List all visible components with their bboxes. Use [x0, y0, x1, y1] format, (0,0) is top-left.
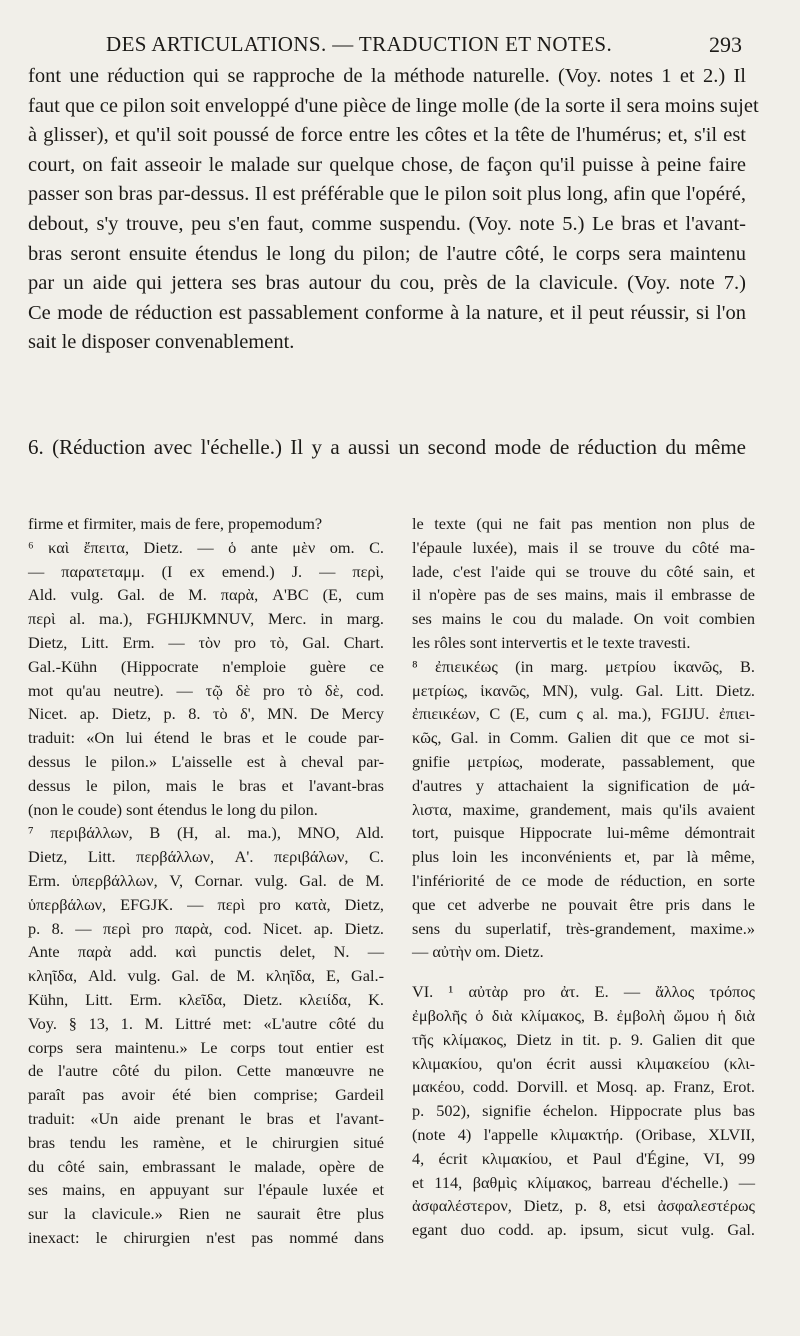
note-line: mot qu'au neutre). — τῷ δὲ pro τὸ δὲ, cod.: [28, 680, 384, 700]
note-line: ses mains le cou du malade. On voit combien: [412, 609, 755, 629]
text-line: passer son bras par-dessus. Il est préférable que le pilon soit plus long, afin que l'opéré,: [28, 183, 746, 206]
text-line: par un aide qui jettera ses bras autour du cou, près de la clavicule. (Voy. note 7.): [28, 272, 746, 295]
note-line: le texte (qui ne fait pas mention non plus de: [412, 514, 755, 533]
note-line: egant duo codd. ap. ipsum, sicut vulg. Gal.: [412, 1220, 755, 1240]
notes-left-column: [28, 512, 384, 1250]
note-line: corps sera maintenu.» Le corps tout entier est: [28, 1037, 384, 1057]
note-line: Kühn, Litt. Erm. κλεῖδα, Dietz. κλειίδα, K.: [28, 989, 384, 1009]
note-line: de l'autre côté du pilon. Cette manœuvre ne: [28, 1061, 384, 1081]
note-line: μακέου, codd. Dorvill. et Mosq. ap. Franz, Erot.: [412, 1077, 755, 1097]
text-line: font une réduction qui se rapproche de la méthode naturelle. (Voy. notes 1 et 2.) Il: [28, 65, 746, 87]
note-line: ἐπιεικέων, C (E, cum ς al. ma.), FGIJU. ἐπιει-: [412, 704, 755, 724]
note-line: Nicet. ap. Dietz, p. 8. τὸ δ', MN. De Mercy: [28, 704, 384, 724]
note-line: sur la clavicule.» Rien ne saurait être plus: [28, 1204, 384, 1224]
note-line: ἀσφαλέστερον, Dietz, p. 8, etsi ἀσφαλεστέρως: [412, 1196, 755, 1216]
note-line: Ald. vulg. Gal. de M. παρὰ, A'BC (E, cum: [28, 585, 384, 605]
note-line: et 114, βαθμὶς κλίμακος, barreau d'échelle.) —: [412, 1172, 755, 1192]
note-line: ⁷ περιβάλλων, B (H, al. ma.), MNO, Ald.: [28, 823, 384, 843]
section-6-paragraph: [28, 433, 746, 463]
note-line: gnifie μετρίως, moderate, passablement, que: [412, 751, 755, 771]
note-line: — αὐτὴν om. Dietz.: [412, 942, 544, 962]
running-title: DES ARTICULATIONS. — TRADUCTION ET NOTES.: [106, 32, 613, 56]
note-line: 4, écrit κλιμακίου, et Paul d'Égine, VI, 99: [412, 1148, 755, 1168]
note-line: Ante παρὰ add. καὶ punctis delet, N. —: [28, 942, 384, 962]
section-line: 6. (Réduction avec l'échelle.) Il y a aussi un second mode de réduction du même: [28, 435, 746, 459]
running-header: [92, 28, 742, 64]
note-line: du côté sain, embrassant le malade, opère de: [28, 1156, 384, 1176]
note-line: traduit: «Un aide prenant le bras et l'avant-: [28, 1108, 384, 1128]
text-line: faut que ce pilon soit enveloppé d'une pièce de linge molle (de la sorte il sera moins sujet: [28, 94, 759, 117]
text-line: Ce mode de réduction est passablement conforme à la nature, et il peut réussir, si l'on: [28, 301, 746, 324]
note-line: κλιμακίου, qu'on écrit aussi κλιμακείου (κλι-: [412, 1053, 755, 1073]
note-line: Dietz, Litt. Erm. — τὸν pro τὸ, Gal. Chart.: [28, 632, 384, 652]
note-line: (non le coude) sont étendus le long du pilon.: [28, 799, 318, 819]
note-line: dessus le pilon, mais le bras et l'avant-bras: [28, 775, 384, 795]
note-line: κληῖδα, Ald. vulg. Gal. de M. κληῖδα, E, Gal.-: [28, 966, 384, 986]
note-line: p. 8. — περὶ pro παρὰ, cod. Nicet. ap. Dietz.: [28, 918, 384, 938]
note-line: τῆς κλίμακος, Dietz in tit. p. 9. Galien dit que: [412, 1029, 755, 1049]
note-line: inexact: le chirurgien n'est pas nommé dans: [28, 1227, 384, 1247]
note-line: d'autres y attachaient la signification de μά-: [412, 775, 755, 795]
note-line: lade, c'est l'aide qui se trouve du côté sain, et: [412, 561, 755, 581]
note-line: μετρίως, ἱκανῶς, MN), vulg. Gal. Litt. Dietz.: [412, 680, 755, 700]
note-line: Gal.-Kühn (Hippocrate n'emploie guère ce: [28, 656, 384, 676]
translation-paragraph: [28, 62, 759, 358]
note-line: ὑπερβάλων, EFGJK. — περὶ pro κατὰ, Dietz,: [28, 894, 384, 914]
note-line: ἐμβολῆς ὁ διὰ κλίμακος, B. ἐμβολὴ ὤμου ἡ διὰ: [412, 1005, 755, 1025]
note-line: plus loin les inconvénients et, par là même,: [412, 847, 755, 867]
note-line: λιστα, maxime, grandement, mais qu'ils avaient: [412, 799, 755, 819]
note-line: Dietz, Litt. περβάλλων, A'. περιβάλων, C.: [28, 847, 384, 867]
note-line: — παρατεταμμ. (I ex emend.) J. — περὶ,: [28, 561, 384, 581]
text-line: à glisser), et qu'il soit poussé de force entre les côtes et la tête de l'humérus; et, s'il est: [28, 124, 746, 147]
text-line: court, on fait asseoir le malade sur quelque chose, de façon qu'il puisse à peine faire: [28, 153, 746, 176]
note-line: paraît pas avoir été bien comprise; Gardeil: [28, 1085, 384, 1105]
note-line: περὶ al. ma.), FGHIJKMNUV, Merc. in marg.: [28, 609, 384, 629]
note-line: l'infériorité de ce mode de réduction, en sorte: [412, 870, 755, 890]
note-line: κῶς, Gal. in Comm. Galien dit que ce mot si-: [412, 728, 755, 748]
note-line: firme et firmiter, mais de fere, propemodum?: [28, 514, 323, 533]
note-line: (note 4) l'appelle κλιμακτήρ. (Oribase, XLVII,: [412, 1124, 755, 1144]
text-line: debout, s'y trouve, peu s'en faut, comme suspendu. (Voy. note 5.) Le bras et l'avant-: [28, 212, 746, 235]
note-line: p. 502), signifie échelon. Hippocrate plus bas: [412, 1101, 755, 1121]
note-line: bras tendu les ramène, et le chirurgien situé: [28, 1132, 384, 1152]
note-line: les rôles sont intervertis et le texte travesti.: [412, 632, 691, 652]
note-gap: [412, 964, 755, 980]
note-line: dessus le pilon.» L'aisselle est à cheval par-: [28, 751, 384, 771]
note-line: ⁶ καὶ ἔπειτα, Dietz. — ὁ ante μὲν om. C.: [28, 537, 384, 557]
note-line: Erm. ὑπερβάλλων, V, Cornar. vulg. Gal. de M.: [28, 870, 384, 890]
note-line: VI. ¹ αὐτὰρ pro ἀτ. E. — ἄλλος τρόπος: [412, 982, 755, 1002]
notes-right-column: [412, 512, 755, 1242]
text-line: sait le disposer convenablement.: [28, 331, 295, 354]
note-line: ses mains, en appuyant sur l'épaule luxée et: [28, 1180, 384, 1200]
page-number: 293: [709, 32, 742, 57]
note-line: que cet adverbe ne pouvait être pris dans le: [412, 894, 755, 914]
note-line: l'épaule luxée), mais il se trouve du côté ma-: [412, 537, 755, 557]
note-line: il n'opère pas de ses mains, mais il embrasse de: [412, 585, 755, 605]
note-line: Voy. § 13, 1. M. Littré met: «L'autre côté du: [28, 1013, 384, 1033]
note-line: tort, puisque Hippocrate lui-même démontrait: [412, 823, 755, 843]
note-line: ⁸ ἐπιεικέως (in marg. μετρίου ἱκανῶς, B.: [412, 656, 755, 676]
note-line: traduit: «On lui étend le bras et le coude par-: [28, 728, 384, 748]
text-line: bras seront ensuite étendus le long du pilon; de l'autre côté, le corps sera maintenu: [28, 242, 746, 265]
note-line: sens du superlatif, très-grandement, maxime.»: [412, 918, 755, 938]
